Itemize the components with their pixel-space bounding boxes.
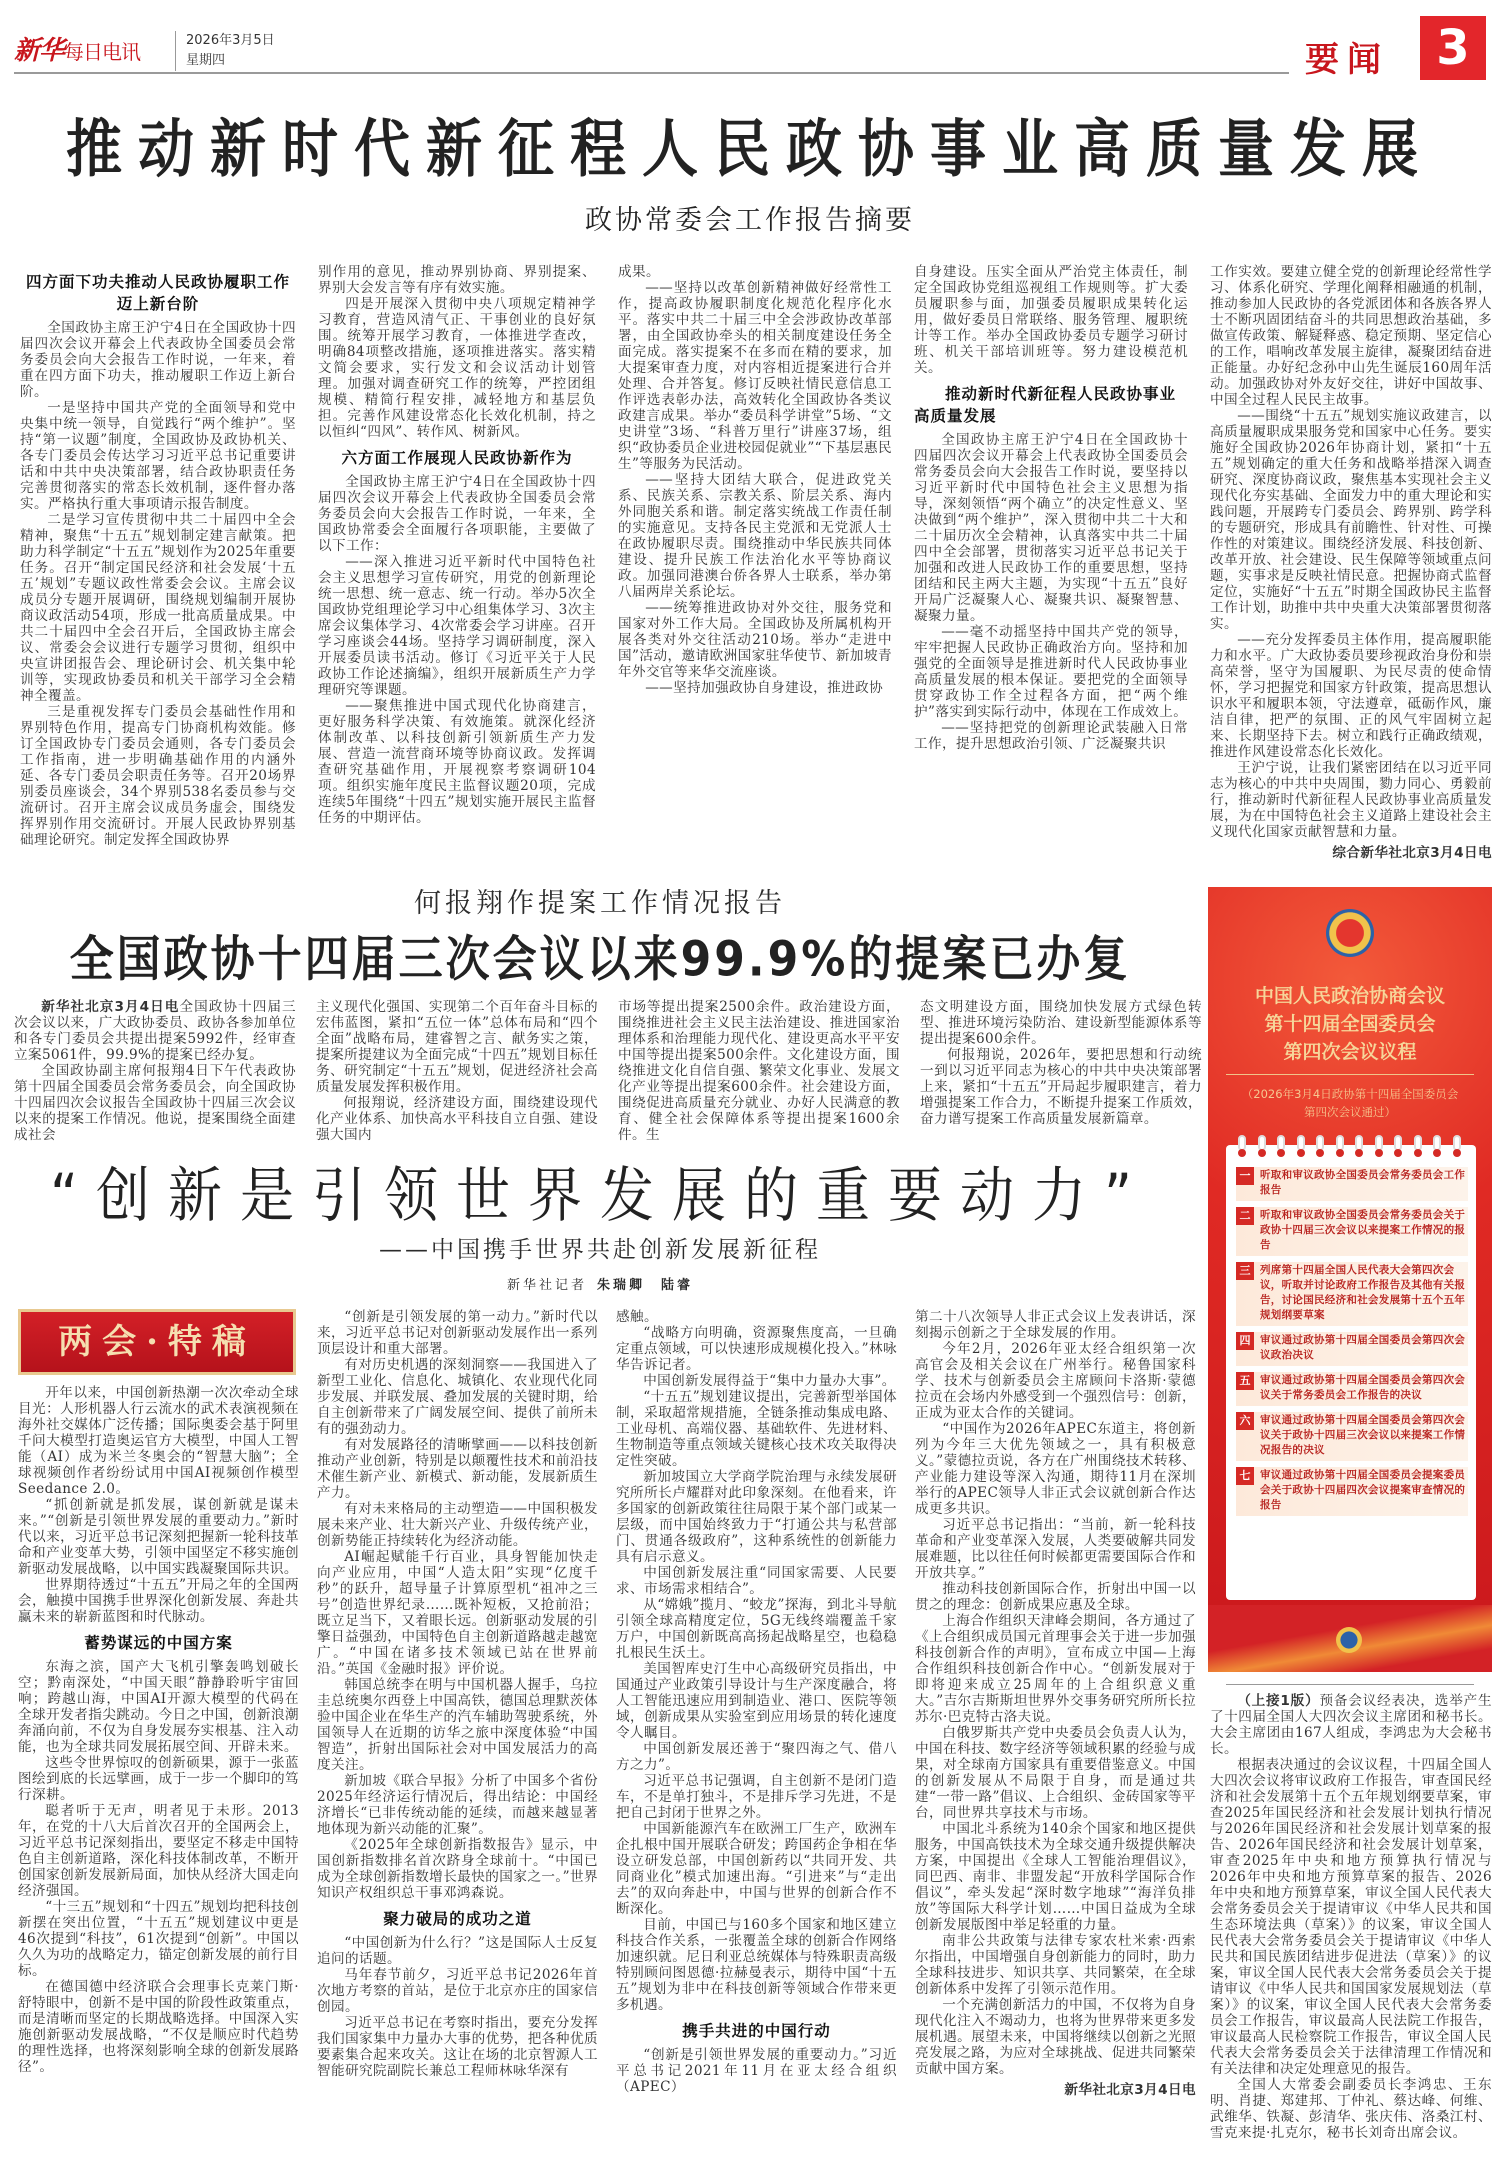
agenda-item-number: 七 (1236, 1467, 1254, 1485)
agenda-item-text: 听取和审议政协全国委员会常务委员会工作报告 (1260, 1169, 1466, 1196)
paragraph: 别作用的意见，推动界别协商、界别提案、界别大会发言等有序有效实施。 (318, 264, 596, 296)
paragraph: 何报翔说，2026年，要把思想和行动统一到以习近平同志为核心的中共中央决策部署上来，紧扣“十五五”开局起步履职建言，着力增强提案工作合力，不断提升提案工作质效，奋力谱写提案工作高质量发展新篇章。 (920, 1047, 1202, 1127)
masthead (0, 0, 1500, 86)
paragraph: 一个充满创新活力的中国，不仅将为自身现代化注入不竭动力，也将为世界带来更多发展机遇。展望未来，中国将继续以创新之光照亮发展之路，为应对全球挑战、促进共同繁荣贡献中国方案。 (915, 1997, 1196, 2077)
paragraph-text: 全国政协十四届三次会议以来，广大政协委员、政协各参加单位和各专门委员会共提出提案5992件，经审查立案5061件，99.9%的提案已经办复。 (14, 999, 296, 1063)
agenda-item-number: 二 (1236, 1207, 1254, 1225)
poster-title (1208, 982, 1492, 1066)
paragraph: ——坚持以改革创新精神做好经常性工作，提高政协履职制度化规范化程序化水平。落实中共二十届三中全会涉政协改革部署，由全国政协牵头的相关制度建设任务全面完成。落实提案不在多而在精的要求，加大提案审查力度，对内容相近提案进行合并处理、合并答复。修订反映社情民意信息工作评选表彰办法，高效转化全国政协各类议政建言成果。举办“委员科学讲堂”5场、“文史讲堂”3场、“科普万里行”讲座37场，组织“政协委员企业进校园促就业”“下基层惠民生”等服务为民活动。 (618, 280, 892, 472)
paragraph: AI崛起赋能千行百业，具身智能加快走向产业应用，中国“人造太阳”实现“亿度千秒”的跃升，超导量子计算原型机“祖冲之三号”创造世界纪录……既补短板，又抢前沿；既立足当下，又着眼长远。创新驱动发展的引擎日益强劲，中国特色自主创新道路越走越宽广。“中国在诸多技术领域已站在世界前沿。”英国《金融时报》评价说。 (317, 1549, 598, 1677)
cppcc-emblem-icon (1326, 909, 1374, 957)
agenda-item (1236, 1332, 1468, 1366)
text-column (915, 1309, 1196, 2098)
paragraph: 目前，中国已与160多个国家和地区建立科技合作关系，一张覆盖全球的创新合作网络加速织就。尼日利亚总统媒体与特殊职责高级特别顾问图恩德·拉赫曼表示，期待中国“十五五”规划为非中在科技创新等领域合作带来更多机遇。 (616, 1917, 897, 2013)
article3-body (0, 1309, 1200, 2098)
paragraph: ——坚持加强政协自身建设，推进政协 (645, 680, 884, 696)
section-name: 要闻 (1305, 40, 1389, 80)
article2-kicker: 何报翔作提案工作情况报告 (414, 888, 786, 919)
agenda-item (1236, 1372, 1468, 1406)
paragraph (14, 999, 296, 1063)
paragraph: 习近平总书记指出：“当前，新一轮科技革命和产业变革深入发展，人类要破解共同发展难题，比以往任何时候都更需要国际合作和开放共享。” (915, 1517, 1196, 1581)
paragraph: 中国创新发展注重“同国家需要、人民要求、市场需求相结合”。 (616, 1565, 897, 1597)
paragraph: 根据表决通过的会议议程，十四届全国人大四次会议将审议政府工作报告，审查国民经济和社会发展第十五个五年规划纲要草案，审查2025年国民经济和社会发展计划执行情况与2026年国民经济和社会发展计划草案的报告、2026年国民经济和社会发展计划草案，审查2025年中央和地方预算执行情况与2026年中央和地方预算草案的报告、2026年中央和地方预算草案，审议全国人民代表大会常务委员会关于提请审议《中华人民共和国生态环境法典（草案）》的议案，审议全国人民代表大会常务委员会关于提请审议《中华人民共和国民族团结进步促进法（草案）》的议案，审议全国人民代表大会常务委员会关于提请审议《中华人民共和国国家发展规划法（草案）》的议案，审议全国人民代表大会常务委员会工作报告，审议最高人民法院工作报告，审议最高人民检察院工作报告，审议全国人民代表大会常务委员会关于法律清理工作情况和有关法律和决定处理意见的报告。 (1210, 1757, 1492, 2077)
paragraph: 开年以来，中国创新热潮一次次牵动全球目光：人形机器人行云流水的武术表演视频在海外社交媒体广泛传播；国际奥委会基于阿里千问大模型打造奥运官方大模型，中国人工智能（AI）成为米兰冬奥会的“智慧大脑”；全球视频创作者纷纷试用中国AI视频创作模型Seedance 2.0。 (18, 1385, 299, 1497)
paragraph: 在德国德中经济联合会理事长克莱门斯·舒特眼中，创新不是中国的阶段性政策重点，而是清晰而坚定的长期战略选择。中国深入实施创新驱动发展战略，“不仅是顺应时代趋势的理性选择，也将深刻影响全球的创新发展路径”。 (18, 1979, 299, 2075)
dateline-credit: 新华社北京3月4日电 (1064, 2082, 1196, 2098)
paragraph: 自身建设。压实全面从严治党主体责任，制定全国政协党组巡视组工作规则等。扩大委员履职参与面，加强委员履职成果转化运用，做好委员日常联络、服务管理、履职统计等工作。举办全国政协委员专题学习研讨班、机关干部培训班等。努力建设模范机关。 (914, 264, 1188, 376)
paragraph: 全国政协主席王沪宁4日在全国政协十四届四次会议开幕会上代表政协全国委员会常务委员会向大会报告工作时说，一年来，全国政协常委会全面履行各项职能，主要做了以下工作： (318, 474, 596, 554)
paragraph: 美国智库史汀生中心高级研究员指出，中国通过产业政策引导设计与生产深度融合，将人工智能迅速应用到制造业、港口、医院等领域，创新成果从实验室到应用场景的转化速度令人瞩目。 (616, 1661, 897, 1741)
newspaper-logo (14, 30, 140, 67)
paragraph: ——充分发挥委员主体作用，提高履职能力和水平。广大政协委员要珍视政治身份和崇高荣誉，坚守为国履职、为民尽责的使命情怀，学习把握党和国家方针政策，提高思想认识水平和履职本领，守法遵章，砥砺作风，廉洁自律，把严的氛围、正的风气牢固树立起来、长期坚持下去。树立和践行正确政绩观，推进作风建设常态化长效化。 (1210, 632, 1492, 760)
paragraph: ——聚焦推进中国式现代化协商建言，更好服务科学决策、有效施策。就深化经济体制改革、以科技创新引领新质生产力发展、营造一流营商环境等协商议政。发挥调查研究基础作用，开展视察考察调研104项。组织实施年度民主监督议题20项，完成连续5年围绕“十四五”规划实施开展民主监督任务的中期评估。 (318, 698, 596, 826)
paragraph: “战略方向明确，资源聚焦度高，一旦确定重点领域，可以快速形成规模化投入。”林咏华告诉记者。 (616, 1325, 897, 1373)
agenda-item-number: 五 (1236, 1372, 1254, 1390)
paragraph: 四是开展深入贯彻中央八项规定精神学习教育，营造风清气正、干事创业的良好氛围。统筹开展学习教育，一体推进学查改，明确84项整改措施，逐项推进落实。落实精文简会要求，实行发文和会议活动计划管理。加强对调查研究工作的统筹，严控团组规模、精简行程安排，减轻地方和基层负担。完善作风建设常态化长效化机制，持之以恒纠“四风”、转作风、树新风。 (318, 296, 596, 440)
agenda-item-text: 审议通过政协第十四届全国委员会提案委员会关于政协十四届四次会议提案审查情况的报告 (1260, 1469, 1466, 1511)
text-column (914, 264, 1188, 752)
byline-names: 朱瑞卿 陆睿 (597, 1278, 694, 1293)
paragraph: ——毫不动摇坚持中国共产党的领导，牢牢把握人民政协正确政治方向。坚持和加强党的全面领导是推进新时代人民政协事业高质量发展的根本保证。要把党的全面领导贯穿政协工作全过程各方面，把“两个维护”落实到实际行动中，体现在工作成效上。 (914, 624, 1188, 720)
paragraph: 有对发展路径的清晰擘画——以科技创新推动产业创新，特别是以颠覆性技术和前沿技术催生新产业、新模式、新动能，发展新质生产力。 (317, 1437, 598, 1501)
poster-divider (1226, 1074, 1474, 1075)
paragraph: 习近平总书记强调，自主创新不是闭门造车，不是单打独斗，不是排斥学习先进，不是把自己封闭于世界之外。 (616, 1773, 897, 1821)
paragraph: 《2025年全球创新指数报告》显示，中国创新指数排名首次跻身全球前十。“中国已成为全球创新指数增长最快的国家之一。”世界知识产权组织总干事邓鸿森说。 (317, 1837, 598, 1901)
agenda-item-number: 一 (1236, 1167, 1254, 1185)
paragraph: 一是坚持中国共产党的全面领导和党中央集中统一领导，自觉践行“两个维护”。坚持“第一议题”制度，全国政协及政协机关、各专门委员会传达学习习近平总书记重要讲话和中共中央决策部署，结合政协职责任务完善贯彻落实的常态长效机制，逐件督办落实。严格执行重大事项请示报告制度。 (20, 400, 296, 512)
section-heading: 六方面工作展现人民政协新作为 (341, 449, 573, 467)
paragraph: 上海合作组织天津峰会期间，各方通过了《上合组织成员国元首理事会关于进一步加强科技创新合作的声明》，宣布成立中国—上海合作组织科技创新合作中心。“创新发展对于即将迎来成立25周年的上合组织意义重大。”吉尔吉斯斯坦世界外交事务研究所所长拉苏尔·巴克特古洛夫说。 (915, 1613, 1196, 1725)
lower-right (1208, 887, 1492, 2141)
divider (1226, 1684, 1474, 1685)
emblem-icon (1336, 1627, 1362, 1653)
paragraph: 习近平总书记在考察时指出，要充分发挥我们国家集中力量办大事的优势，把各种优质要素集合起来攻关。这让在场的北京智源人工智能研究院副院长兼总工程师林咏华深有 (317, 2015, 598, 2079)
cppcc-agenda-poster (1208, 887, 1492, 1672)
continued-from-label: （上接1版） (1237, 1693, 1320, 1709)
binder-ring-icon (1277, 1135, 1285, 1151)
text-column (920, 999, 1202, 1127)
lianghui-feature-banner: 两会·特稿 (18, 1309, 296, 1375)
agenda-item-text: 听取和审议政协全国委员会常务委员会关于政协十四届三次会议以来提案工作情况的报告 (1260, 1209, 1466, 1251)
paragraph: 新加坡《联合早报》分析了中国多个省份2025年经济运行情况后，得出结论：中国经济增长“已非传统动能的延续，而越来越显著地体现为新兴动能的汇聚”。 (317, 1773, 598, 1837)
binder-ring-icon (1433, 1135, 1441, 1151)
article2-headline: 全国政协十四届三次会议以来99.9%的提案已办复 (69, 931, 1131, 988)
agenda-item-text: 审议通过政协第十四届全国委员会第四次会议关于常务委员会工作报告的决议 (1260, 1374, 1466, 1401)
paragraph: ——坚持把党的创新理论武装融入日常工作，提升思想政治引领、广泛凝聚共识 (914, 720, 1188, 752)
poster-title-line: 第十四届全国委员会 (1264, 1013, 1436, 1035)
agenda-item-text: 审议通过政协第十四届全国委员会第四次会议关于政协十四届三次会议以来提案工作情况报告的决议 (1260, 1414, 1466, 1456)
paragraph: 态文明建设方面，围绕加快发展方式绿色转型、推进环境污染防治、建设新型能源体系等提出提案600余件。 (920, 999, 1202, 1047)
dateline: 新华社北京3月4日电 (41, 999, 180, 1015)
headline-main: 推动新时代新征程人民政协事业高质量发展 (66, 112, 1434, 186)
text-column (316, 999, 598, 1143)
binder-ring-icon (1355, 1135, 1363, 1151)
weekday: 星期四 (186, 53, 226, 68)
paragraph: “中国创新为什么行？”这是国际人士反复追问的话题。 (317, 1935, 598, 1967)
paragraph: “十三五”规划和“十四五”规划均把科技创新摆在突出位置，“十五五”规划建议中更是46次提到“科技”，61次提到“创新”。中国以久久为功的战略定力，锚定创新发展的前行目标。 (18, 1899, 299, 1979)
text-column (1210, 1693, 1492, 2141)
dateline-credit: 综合新华社北京3月4日电 (1332, 845, 1492, 861)
text-column (14, 999, 296, 1143)
paragraph: 世界期待透过“十五五”开局之年的全国两会，触摸中国携手世界深化创新发展、奔赴共赢未来的崭新蓝图和时代脉动。 (18, 1577, 299, 1625)
paragraph: “创新是引领世界发展的重要动力。”习近平总书记2021年11月在亚太经合组织（APEC） (616, 2047, 897, 2095)
article3-subtitle: ——中国携手世界共赴创新发展新征程 (379, 1237, 821, 1263)
paragraph: 聪者听于无声，明者见于未形。2013年，在党的十八大后首次召开的全国两会上，习近平总书记深刻指出，要坚定不移走中国特色自主创新道路，深化科技体制改革，不断开创国家创新发展新局面，加快从经济大国走向经济强国。 (18, 1803, 299, 1899)
paragraph: 推动科技创新国际合作，折射出中国一以贯之的理念：创新成果应惠及全球。 (915, 1581, 1196, 1613)
paragraph: “创新是引领发展的第一动力。”新时代以来，习近平总书记对创新驱动发展作出一系列顶层设计和重大部署。 (317, 1309, 598, 1357)
paragraph: 感触。 (616, 1309, 658, 1325)
paragraph: 成果。 (618, 264, 660, 280)
text-column (618, 264, 892, 696)
paragraph: “中国作为2026年APEC东道主，将创新列为今年三大优先领域之一，具有积极意义。”蒙德拉贡说，各方在广州围绕技术转移、产业能力建设等深入沟通，期待11月在深圳举行的APEC领导人非正式会议就创新合作达成更多共识。 (915, 1421, 1196, 1517)
poster-note (1208, 1085, 1492, 1121)
paragraph: 工作实效。要建立健全党的创新理论经常性学习、体系化研究、学理化阐释相融通的机制，推动参加人民政协的各党派团体和各族各界人士不断巩固团结奋斗的共同思想政治基础，多做宣传政策、解疑释惑、稳定预期、坚定信心的工作，唱响改革发展主旋律，凝聚团结奋进正能量。办好纪念孙中山先生诞辰160周年活动。加强政协对外友好交往，讲好中国故事、中国全过程人民民主故事。 (1210, 264, 1492, 408)
agenda-item (1236, 1412, 1468, 1461)
paragraph: 中国创新发展得益于“集中力量办大事”。 (643, 1373, 896, 1389)
binder-ring-icon (1238, 1135, 1246, 1151)
paragraph: 全国政协副主席何报翔4日下午代表政协第十四届全国委员会常务委员会，向全国政协十四届四次会议报告全国政协十四届三次会议以来的提案工作情况。他说，提案围绕全面建成社会 (14, 1063, 296, 1143)
text-column (317, 1309, 598, 2079)
paragraph: 有对未来格局的主动塑造——中国积极发展未来产业、壮大新兴产业、升级传统产业，创新势能正持续转化为经济动能。 (317, 1501, 598, 1549)
paragraph: “十五五”规划建议提出，完善新型举国体制，采取超常规措施，全链条推动集成电路、工业母机、高端仪器、基础软件、先进材料、生物制造等重点领域关键核心技术攻关取得决定性突破。 (616, 1389, 897, 1469)
poster-title-line: 第四次会议议程 (1283, 1041, 1417, 1063)
byline-prefix: 新华社记者 (506, 1278, 587, 1293)
paragraph: 中国北斗系统为140余个国家和地区提供服务，中国高铁技术为全球交通升级提供解决方案，中国提出《全球人工智能治理倡议》，同巴西、南非、非盟发起“开放科学国际合作倡议”，牵头发起“深时数字地球”“海洋负排放”等国际大科学计划……中国日益成为全球创新发展版图中举足轻重的力量。 (915, 1821, 1196, 1933)
agenda-item-text: 审议通过政协第十四届全国委员会第四次会议政治决议 (1260, 1334, 1466, 1361)
agenda-item-text: 列席第十四届全国人民代表大会第四次会议，听取并讨论政府工作报告及其他有关报告，讨论国民经济和社会发展第十五个五年规划纲要草案 (1260, 1264, 1466, 1321)
paragraph: 王沪宁说，让我们紧密团结在以习近平同志为核心的中共中央周围，勠力同心、勇毅前行，推动新时代新征程人民政协事业高质量发展，为在中国特色社会主义道路上建设社会主义现代化国家贡献智慧和力量。 (1210, 760, 1492, 840)
paragraph: 南非公共政策与法律专家农杜米索·西索尔指出，中国增强自身创新能力的同时，助力全球科技进步、知识共享、共同繁荣，在全球创新体系中发挥了引领示范作用。 (915, 1933, 1196, 1997)
agenda-item-number: 四 (1236, 1332, 1254, 1350)
section-heading: 携手共进的中国行动 (682, 2022, 831, 2040)
logo-main: 新华 (14, 36, 65, 66)
text-column (18, 1309, 299, 2075)
binder-ring-icon (1336, 1135, 1344, 1151)
poster-title-line: 中国人民政治协商会议 (1254, 985, 1445, 1007)
binder-ring-icon (1297, 1135, 1305, 1151)
binder-ring-icon (1453, 1135, 1461, 1151)
paragraph: 何报翔说，经济建设方面，围绕建设现代化产业体系、加快高水平科技自立自强、建设强大国内 (316, 1095, 598, 1143)
article3-headline: “创新是引领世界发展的重要动力” (50, 1160, 1150, 1231)
article2-body (0, 999, 1200, 1143)
article1-body (0, 264, 1500, 861)
section-heading: 四方面下功夫推动人民政协履职工作迈上新台阶 (25, 273, 290, 313)
text-column (618, 999, 900, 1143)
paragraph: 今年2月，2026年亚太经合组织第一次高官会及相关会议在广州举行。秘鲁国家科学、技术与创新委员会主席顾问卡洛斯·蒙德拉贡在会场内外感受到一个强烈信号：创新，正成为亚太合作的关键词。 (915, 1341, 1196, 1421)
paragraph: 从“嫦娥”揽月、“蛟龙”探海，到北斗导航引领全球高精度定位，5G无线终端覆盖千家万户，中国创新既高高扬起战略星空，也稳稳扎根民生沃土。 (616, 1597, 897, 1661)
paragraph: 中国新能源汽车在欧洲工厂生产，欧洲车企扎根中国开展联合研发；跨国药企争相在华设立研发总部，中国创新药以“共同开发、共同商业化”模式加速出海。“引进来”与“走出去”的双向奔赴中，中国与世界的创新合作不断深化。 (616, 1821, 897, 1917)
paragraph: ——围绕“十五五”规划实施议政建言，以高质量履职成果服务党和国家中心任务。要实施好全国政协2026年协商计划，紧扣“十五五”规划确定的重大任务和战略举措深入调查研究、深度协商议政，聚焦基本实现社会主义现代化夯实基础、全面发力中的重大理论和实践问题，开展跨专门委员会、跨界别、跨学科的专题研究，形成具有前瞻性、针对性、可操作性的对策建议。围绕经济发展、科技创新、改革开放、社会建设、民生保障等领域重点问题，实事求是反映社情民意。把握协商式监督定位，实施好“十五五”时期全国政协民主监督工作计划，助推中共中央重大决策部署贯彻落实。 (1210, 408, 1492, 632)
paragraph: ——坚持大团结大联合，促进政党关系、民族关系、宗教关系、阶层关系、海内外同胞关系和谐。制定落实统战工作责任制的实施意见。支持各民主党派和无党派人士在政协履职尽责。围绕推动中华民族共同体建设、提升民族工作法治化水平等协商议政。加强同港澳台侨各界人士联系，举办第八届两岸关系论坛。 (618, 472, 892, 600)
header-divider (14, 72, 1289, 74)
agenda-item (1236, 1467, 1468, 1516)
agenda-item-number: 六 (1236, 1412, 1254, 1430)
paragraph: 新加坡国立大学商学院治理与永续发展研究所所长卢耀群对此印象深刻。在他看来，许多国家的创新政策往往局限于某个部门或某一层级，而中国始终致力于“打通公共与私营部门、贯通各级政府”，这种系统性的创新能力具有启示意义。 (616, 1469, 897, 1565)
poster-note-line: 第四次会议通过） (1304, 1105, 1396, 1119)
paragraph: 中国创新发展还善于“聚四海之气、借八方之力”。 (616, 1741, 897, 1773)
lower-section (0, 887, 1500, 2141)
page-number: 3 (1420, 16, 1486, 80)
text-column (616, 1309, 897, 2095)
paragraph: 韩国总统李在明与中国机器人握手，乌拉圭总统奥尔西登上中国高铁，德国总理默茨体验中国企业在华生产的汽车辅助驾驶系统，外国领导人在近期的访华之旅中深度体验“中国智造”，折射出国际社会对中国发展活力的高度关注。 (317, 1677, 598, 1773)
agenda-card (1226, 1145, 1476, 1600)
paragraph: 有对历史机遇的深刻洞察——我国进入了新型工业化、信息化、城镇化、农业现代化同步发展、并联发展、叠加发展的关键时期，给自主创新带来了广阔发展空间、提供了前所未有的强劲动力。 (317, 1357, 598, 1437)
paragraph: 三是重视发挥专门委员会基础性作用和界别特色作用，提高专门协商机构效能。修订全国政协专门委员会通则，各专门委员会工作指南，进一步明确基础作用的内涵外延、各专门委员会职责任务等。召开20场界别委员座谈会，34个界别538名委员参与交流研讨。召开主席会议成员务虚会，围绕发挥界别作用交流研讨。开展人民政协界别基础理论研究。制定发挥全国政协界 (20, 704, 296, 848)
section-heading: 聚力破局的成功之道 (383, 1910, 532, 1928)
agenda-item (1236, 1207, 1468, 1256)
text-column (20, 264, 296, 848)
paragraph: 市场等提出提案2500余件。政治建设方面，围绕推进社会主义民主法治建设、推进国家治理体系和治理能力现代化、建设更高水平平安中国等提出提案500余件。文化建设方面，围绕推进文化自信自强、繁荣文化事业、发展文化产业等提出提案600余件。社会建设方面，围绕促进高质量充分就业、办好人民满意的教育、健全社会保障体系等提出提案1600余件。生 (618, 999, 900, 1143)
paragraph: ——统筹推进政协对外交往，服务党和国家对外工作大局。全国政协及所属机构开展各类对外交往活动210场。举办“走进中国”活动，邀请欧洲国家驻华使节、新加坡青年外交官等来华交流座谈。 (618, 600, 892, 680)
binder-ring-icon (1258, 1135, 1266, 1151)
paragraph: 全国政协主席王沪宁4日在全国政协十四届四次会议开幕会上代表政协全国委员会常务委员会向大会报告工作时说，要坚持以习近平新时代中国特色社会主义思想为指导，深刻领悟“两个确立”的决定性意义、坚决做到“两个维护”，深入贯彻中共二十大和二十届历次全会精神，认真落实中共二十届四中全会部署，贯彻落实习近平总书记关于加强和改进人民政协工作的重要思想，坚持团结和民主两大主题，为实现“十五五”良好开局广泛凝聚人心、凝聚共识、凝聚智慧、凝聚力量。 (914, 432, 1188, 624)
paragraph (1210, 1693, 1492, 1757)
agenda-item (1236, 1262, 1468, 1326)
text-column (318, 264, 596, 826)
section-heading: 推动新时代新征程人民政协事业高质量发展 (914, 385, 1177, 425)
paragraph: 全国政协主席王沪宁4日在全国政协十四届四次会议开幕会上代表政协全国委员会常务委员会向大会报告工作时说，一年来，着重在四方面下功夫，推动履职工作迈上新台阶。 (20, 320, 296, 400)
paragraph: ——深入推进习近平新时代中国特色社会主义思想学习宣传研究，用党的创新理论统一思想、统一意志、统一行动。举办5次全国政协党组理论学习中心组集体学习、3次主席会议集体学习、4次常委会学习讲座。召开学习座谈会44场。坚持学习调研制度，深入开展委员读书活动。修订《习近平关于人民政协工作论述摘编》，组织开展新质生产力学理研究等课题。 (318, 554, 596, 698)
binder-ring-icon (1394, 1135, 1402, 1151)
paragraph: 这些令世界惊叹的创新硕果，源于一张蓝图绘到底的长远擘画，成于一步一个脚印的笃行深耕。 (18, 1755, 299, 1803)
paragraph: 白俄罗斯共产党中央委员会负责人认为，中国在科技、数字经济等领域积累的经验与成果，对全球南方国家具有重要借鉴意义。中国的创新发展从不局限于自身，而是通过共建“一带一路”倡议、上合组织、金砖国家等平台，同世界共享技术与市场。 (915, 1725, 1196, 1821)
byline (0, 1277, 1200, 1295)
date: 2026年3月5日 (186, 33, 275, 48)
paragraph: 东海之滨，国产大飞机引擎轰鸣划破长空；黔南深处，“中国天眼”静静聆听宇宙回响；跨越山海，中国AI开源大模型的代码在全球开发者指尖跳动。今日之中国，创新浪潮奔涌向前，不仅为自身发展夯实根基、注入动能，也为全球共同发展拓展空间、开辟未来。 (18, 1659, 299, 1755)
issue-date (175, 31, 275, 71)
agenda-item (1236, 1167, 1468, 1201)
poster-note-line: （2026年3月4日政协第十四届全国委员会 (1241, 1087, 1459, 1101)
paragraph: 马年春节前夕，习近平总书记2026年首次地方考察的首站，是位于北京亦庄的国家信创园。 (317, 1967, 598, 2015)
binder-ring-icon (1414, 1135, 1422, 1151)
binder-ring-icon (1316, 1135, 1324, 1151)
paragraph: 主义现代化强国、实现第二个百年奋斗目标的宏伟蓝图，紧扣“五位一体”总体布局和“四个全面”战略布局，建睿智之言、献务实之策，提案所提建议为全面完成“十四五”规划目标任务、研究制定“十五五”规划，促进经济社会高质量发展发挥积极作用。 (316, 999, 598, 1095)
paragraph: 全国人大常委会副委员长李鸿忠、王东明、肖捷、郑建邦、丁仲礼、蔡达峰、何维、武维华、铁凝、彭清华、张庆伟、洛桑江村、雪克来提·扎克尔，秘书长刘奇出席会议。 (1210, 2077, 1492, 2141)
lower-left (0, 887, 1200, 2098)
paragraph: 第二十八次领导人非正式会议上发表讲话，深刻揭示创新之于全球发展的作用。 (915, 1309, 1196, 1341)
paragraph: 二是学习宣传贯彻中共二十届四中全会精神，聚焦“十五五”规划制定建言献策。把助力科学制定“十五五”规划作为2025年重要任务。召开“制定国民经济和社会发展‘十五五’规划”专题议政性常委会会议。主席会议成员分专题开展调研，围绕规划编制开展协商议政活动54项，形成一批高质量成果。中共二十届四中全会召开后，全国政协主席会议、常委会会议进行专题学习贯彻，组织中央宣讲团报告会、理论研讨会、机关集中轮训等，实现政协委员和机关干部学习全会精神全覆盖。 (20, 512, 296, 704)
section-heading: 蓄势谋远的中国方案 (84, 1634, 233, 1652)
text-column (1210, 264, 1492, 861)
paragraph-text: 预备会议经表决，选举产生了十四届全国人大四次会议主席团和秘书长。大会主席团由167人组成，李鸿忠为大会秘书长。 (1210, 1693, 1492, 1757)
agenda-item-number: 三 (1236, 1262, 1254, 1280)
logo-sub: 每日电讯 (64, 40, 141, 64)
binder-ring-icon (1375, 1135, 1383, 1151)
continued-article (1208, 1693, 1492, 2141)
headline-subtitle: 政协常委会工作报告摘要 (585, 205, 915, 236)
paragraph: “抓创新就是抓发展，谋创新就是谋未来。”“创新是引领世界发展的重要动力。”新时代以来，习近平总书记深刻把握新一轮科技革命和产业变革大势，引领中国坚定不移实施创新驱动发展战略，以中国实践凝聚国际共识。 (18, 1497, 299, 1577)
